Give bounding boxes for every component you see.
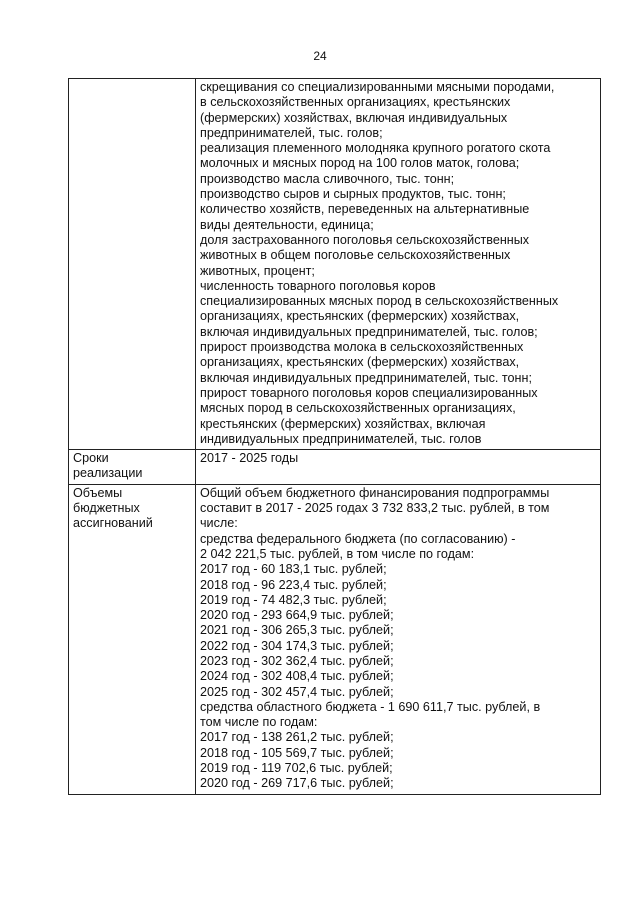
table-row-implementation-period [69,450,601,485]
text-line: (фермерских) хозяйствах, включая индивидуальных [200,110,508,125]
text-line: животных, процент; [200,263,315,278]
text-line: предпринимателей, тыс. голов; [200,125,383,140]
text-line: 2019 год - 74 482,3 тыс. рублей; [200,592,387,607]
text-line: бюджетных [73,501,140,516]
text-line: организациях, крестьянских (фермерских) хозяйствах, [200,309,520,324]
text-line: том числе по годам: [200,715,318,730]
content-cell [196,79,601,450]
text-line: Объемы [73,485,123,500]
text-line: специализированных мясных пород в сельскохозяйственных [200,294,559,309]
text-line: 2019 год - 119 702,6 тыс. рублей; [200,761,393,776]
text-line: реализации [73,466,143,481]
text-line: виды деятельности, единица; [200,217,374,232]
subprogram-passport-table [68,78,601,795]
text-line: 2017 год - 60 183,1 тыс. рублей; [200,562,387,577]
text-line: 2018 год - 105 569,7 тыс. рублей; [200,745,394,760]
text-line: мясных пород в сельскохозяйственных организациях, [200,401,516,416]
text-line: Сроки [73,451,109,466]
table-row-budget-allocations [69,484,601,794]
text-line: количество хозяйств, переведенных на альтернативные [200,202,530,217]
label-cell [69,450,196,485]
table-row-indicators [69,79,601,450]
text-line: организациях, крестьянских (фермерских) хозяйствах, [200,355,520,370]
text-line: 2020 год - 269 717,6 тыс. рублей; [200,776,394,791]
label-cell [69,484,196,794]
text-line: Общий объем бюджетного финансирования подпрограммы [200,485,550,500]
text-line: реализация племенного молодняка крупного рогатого скота [200,141,551,156]
text-line: молочных и мясных пород на 100 голов маток, голова; [200,156,520,171]
label-cell [69,79,196,450]
text-line: численность товарного поголовья коров [200,278,436,293]
text-line: 2017 год - 138 261,2 тыс. рублей; [200,730,394,745]
page-number: 24 [313,49,327,63]
text-line: средства областного бюджета - 1 690 611,7 тыс. рублей, в [200,699,541,714]
text-line: 2020 год - 293 664,9 тыс. рублей; [200,608,394,623]
text-line: 2018 год - 96 223,4 тыс. рублей; [200,577,387,592]
text-line: 2022 год - 304 174,3 тыс. рублей; [200,638,394,653]
text-line: крестьянских (фермерских) хозяйствах, включая [200,416,486,431]
text-line: ассигнований [73,516,153,531]
text-line: скрещивания со специализированными мясными породами, [200,80,555,94]
text-line: 2 042 221,5 тыс. рублей, в том числе по годам: [200,546,475,561]
text-line: средства федерального бюджета (по согласованию) - [200,531,516,546]
text-line: индивидуальных предпринимателей, тыс. голов [200,431,482,446]
text-line: животных в общем поголовье сельскохозяйственных [200,248,511,263]
text-line: 2023 год - 302 362,4 тыс. рублей; [200,653,394,668]
text-line: 2017 - 2025 годы [200,451,299,466]
text-line: в сельскохозяйственных организациях, крестьянских [200,95,511,110]
content-cell [196,484,601,794]
text-line: включая индивидуальных предпринимателей, тыс. голов; [200,324,538,339]
text-line: прирост производства молока в сельскохозяйственных [200,340,524,355]
content-cell [196,450,601,485]
text-line: 2025 год - 302 457,4 тыс. рублей; [200,684,394,699]
text-line: доля застрахованного поголовья сельскохозяйственных [200,232,530,247]
text-line: производство сыров и сырных продуктов, тыс. тонн; [200,187,506,202]
text-line: прирост товарного поголовья коров специализированных [200,385,538,400]
text-line: 2024 год - 302 408,4 тыс. рублей; [200,669,394,684]
text-line: производство масла сливочного, тыс. тонн; [200,171,455,186]
text-line: 2021 год - 306 265,3 тыс. рублей; [200,623,394,638]
text-line: числе: [200,516,238,531]
text-line: составит в 2017 - 2025 годах 3 732 833,2 тыс. рублей, в том [200,501,550,516]
text-line: включая индивидуальных предпринимателей, тыс. тонн; [200,370,532,385]
